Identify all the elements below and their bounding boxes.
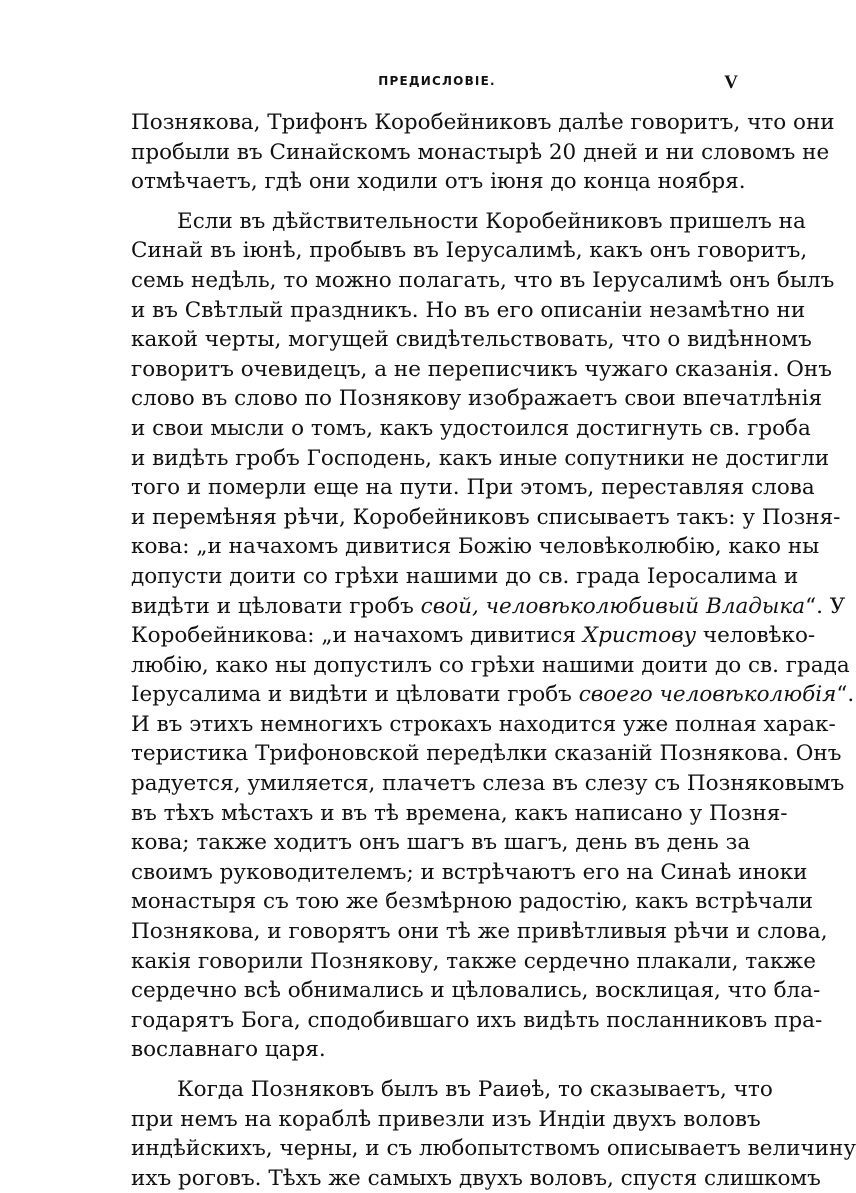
text-line: И въ этихъ немногихъ строкахъ находится уже полная харак- (131, 711, 836, 737)
text-line: монастыря съ тою же безмѣрною радостію, какъ встрѣчали (131, 889, 813, 915)
page-number: V (724, 72, 738, 93)
text-line: своимъ руководителемъ; и встрѣчаютъ его на Синаѣ иноки (131, 859, 808, 885)
text-line: вославнаго царя. (131, 1037, 326, 1063)
paragraph (131, 108, 835, 197)
text-line: любію, како ны допустилъ со грѣхи нашими доити до св. града (131, 652, 850, 678)
paragraph (131, 207, 855, 1065)
text-line: индѣйскихъ, черны, и съ любопытствомъ описываетъ величину (131, 1136, 856, 1162)
text-line: говоритъ очевидецъ, а не переписчикъ чужаго сказанія. Онъ (131, 356, 832, 382)
text-line: того и померли еще на пути. При этомъ, переставляя слова (131, 475, 815, 501)
text-line: и свои мысли о томъ, какъ удостоился достигнуть св. гроба (131, 415, 811, 441)
text-line: слово въ слово по Познякову изображаетъ свои впечатлѣнія (131, 386, 823, 412)
text-line: пробыли въ Синайскомъ монастырѣ 20 дней и ни словомъ не (131, 139, 830, 165)
text-line: видѣти и цѣловати гробъ свой, человѣколюбивый Владыка“. У (131, 593, 846, 619)
paragraph-gap (131, 1065, 741, 1075)
paragraph-gap (131, 197, 741, 207)
text-line: Познякова, и говорятъ они тѣ же привѣтливыя рѣчи и слова, (131, 919, 828, 945)
text-line: ихъ роговъ. Тѣхъ же самыхъ двухъ воловъ, спустя слишкомъ (131, 1165, 821, 1191)
text-line: Когда Позняковъ былъ въ Раиѳѣ, то сказываетъ, что (177, 1077, 773, 1102)
running-head (132, 72, 742, 96)
text-line: допусти доити со грѣхи нашими до св. града Іеросалима и (131, 563, 799, 589)
text-line: и перемѣняя рѣчи, Коробейниковъ списываетъ такъ: у Позня- (131, 504, 841, 530)
text-line: и видѣть гробъ Господень, какъ иные сопутники не достигли (131, 445, 830, 471)
text-line: Коробейникова: „и начахомъ дивитися Христову человѣко- (131, 623, 816, 649)
body-text (131, 108, 856, 1193)
emphasized-phrase: свой, человѣколюбивый Владыка (420, 593, 806, 619)
text-line: годарятъ Бога, сподобившаго ихъ видѣть посланниковъ пра- (131, 1007, 823, 1033)
text-line: какія говорили Познякову, также сердечно плакали, также (131, 948, 816, 974)
text-line: кова; также ходитъ онъ шагъ въ шагъ, день въ день за (131, 830, 751, 856)
emphasized-phrase: своего человѣколюбія (578, 682, 837, 708)
text-line: семь недѣль, то можно полагать, что въ Іерусалимѣ онъ былъ (131, 267, 835, 293)
text-line: радуется, умиляется, плачетъ слеза въ слезу съ Позняковымъ (131, 771, 845, 797)
text-line: кова: „и начахомъ дивитися Божію человѣколюбію, како ны (131, 534, 820, 560)
paragraph (131, 1075, 856, 1193)
text-line: при немъ на кораблѣ привезли изъ Индіи двухъ воловъ (131, 1106, 761, 1132)
text-line: Синай въ іюнѣ, пробывъ въ Іерусалимѣ, какъ онъ говоритъ, (131, 238, 808, 264)
text-line: и въ Свѣтлый праздникъ. Но въ его описаніи незамѣтно ни (131, 297, 806, 323)
running-head-title: ПРЕДИСЛОВІЕ. (378, 74, 496, 88)
emphasized-phrase: Христову (582, 623, 697, 649)
text-line: Іерусалима и видѣти и цѣловати гробъ своего человѣколюбія“. (131, 682, 855, 708)
text-line: теристика Трифоновской передѣлки сказаній Познякова. Онъ (131, 741, 842, 767)
text-line: отмѣчаетъ, гдѣ они ходили отъ іюня до конца ноября. (131, 169, 746, 195)
text-line: Если въ дѣйствительности Коробейниковъ пришелъ на (177, 208, 806, 234)
text-line: въ тѣхъ мѣстахъ и въ тѣ времена, какъ написано у Позня- (131, 800, 788, 826)
text-line: какой черты, могущей свидѣтельствовать, что о видѣнномъ (131, 327, 812, 353)
text-line: Познякова, Трифонъ Коробейниковъ далѣе говоритъ, что они (131, 110, 835, 135)
text-line: сердечно всѣ обнимались и цѣловались, восклицая, что бла- (131, 978, 821, 1004)
